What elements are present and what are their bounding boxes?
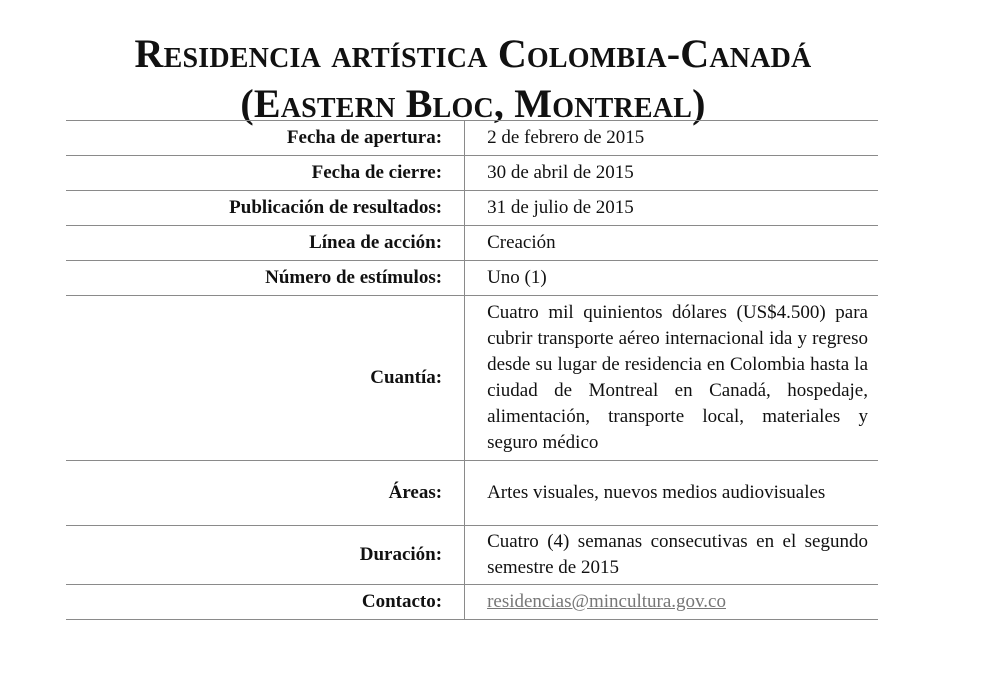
- contact-email-link[interactable]: residencias@mincultura.gov.co: [487, 591, 726, 612]
- row-value: 30 de abril de 2015: [487, 162, 634, 183]
- table-row-publicacion: [66, 191, 878, 226]
- row-value: Creación: [487, 232, 556, 253]
- row-value: 31 de julio de 2015: [487, 197, 634, 218]
- row-value: Cuatro (4) semanas consecutivas en el segundo semestre de 2015: [487, 531, 868, 578]
- table-row-apertura: [66, 121, 878, 156]
- title-line-1: Residencia artística Colombia-Canadá: [134, 30, 812, 76]
- row-label: Contacto:: [66, 585, 465, 620]
- row-label: Número de estímulos:: [66, 261, 465, 296]
- table-row-numero: [66, 261, 878, 296]
- table-row-duracion: [66, 526, 878, 585]
- page-title: [0, 27, 946, 129]
- row-value: Artes visuales, nuevos medios audiovisuales: [487, 482, 826, 503]
- table-row-linea: [66, 226, 878, 261]
- row-label: Fecha de apertura:: [66, 121, 465, 156]
- table-row-contacto: [66, 585, 878, 620]
- row-value: 2 de febrero de 2015: [487, 127, 645, 148]
- row-value: Uno (1): [487, 267, 547, 288]
- table-row-cierre: [66, 156, 878, 191]
- row-value: [465, 585, 878, 620]
- row-label: Publicación de resultados:: [66, 191, 465, 226]
- row-label: Duración:: [66, 526, 465, 585]
- table-row-cuantia: [66, 296, 878, 461]
- row-label: Fecha de cierre:: [66, 156, 465, 191]
- row-value: Cuatro mil quinientos dólares (US$4.500) para cubrir transporte aéreo internacional ida y regreso desde su lugar de residencia en Colombia hasta la ciudad de Montreal en Canadá, hospedaje, alimentación, transporte local, materiales y seguro médico: [487, 302, 868, 453]
- row-label: Áreas:: [66, 461, 465, 526]
- row-label: Cuantía:: [66, 296, 465, 461]
- title-line-2: (Eastern Bloc, Montreal): [240, 80, 706, 126]
- table-row-areas: [66, 461, 878, 526]
- info-table: [66, 120, 878, 620]
- row-label: Línea de acción:: [66, 226, 465, 261]
